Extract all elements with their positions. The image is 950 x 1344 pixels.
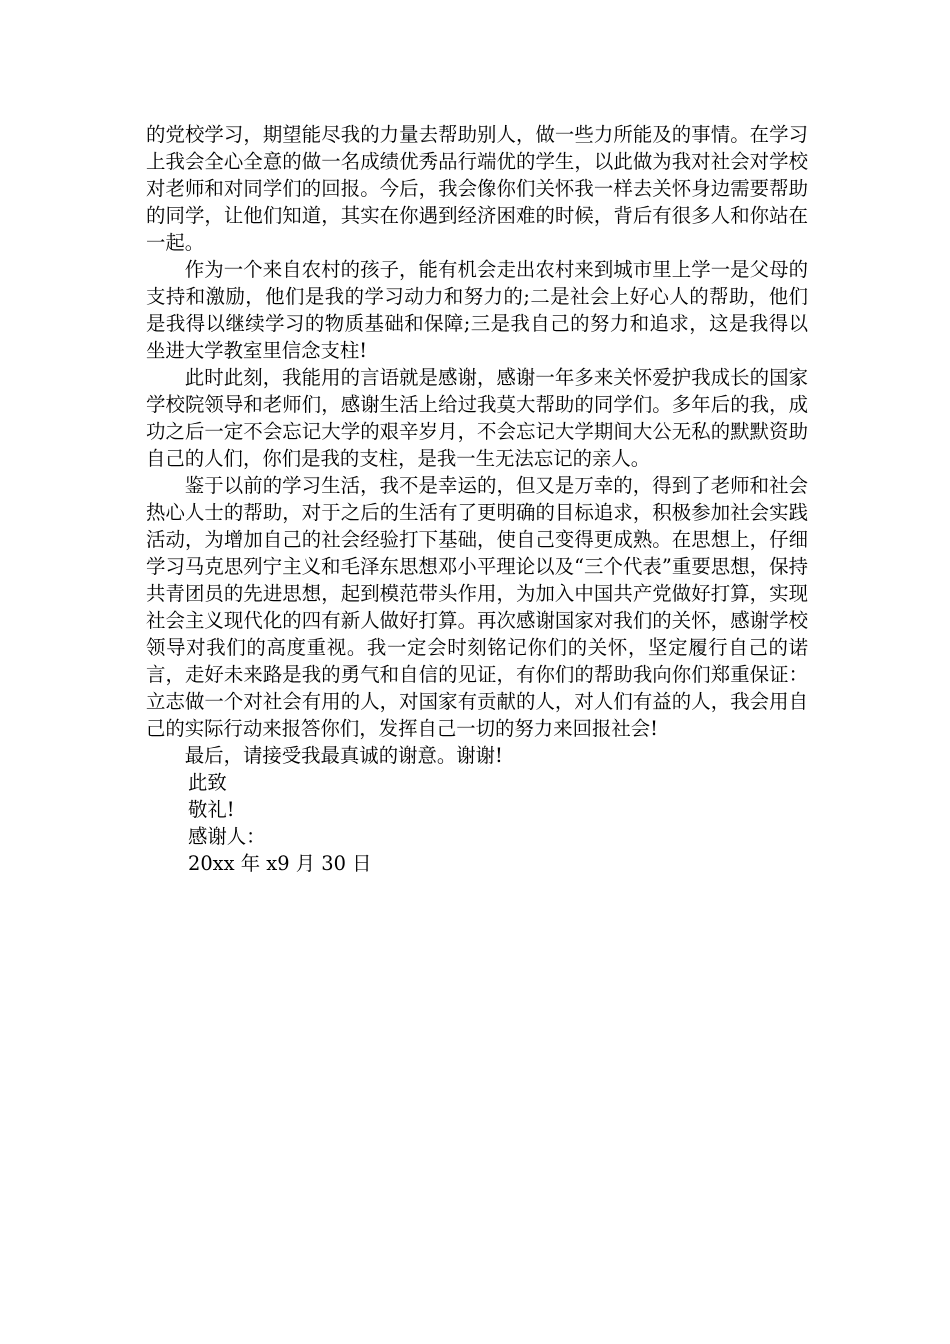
signature-label: 感谢人： [188,825,266,848]
letter-date: 20xx 年 x9 月 30 日 [188,852,372,875]
paragraph-continued: 的党校学习，期望能尽我的力量去帮助别人，做一些力所能及的事情。在学习上我会全心全意的做一名成绩优秀品行端优的学生，以此做为我对社会对学校对老师和对同学们的回报。今后，我会像你们关怀我一样去关怀身边需要帮助的同学，让他们知道，其实在你遇到经济困难的时候，背后有很多人和你站在一起。 [146,123,808,254]
paragraph-commitment: 鉴于以前的学习生活，我不是幸运的，但又是万幸的，得到了老师和社会热心人士的帮助，对于之后的生活有了更明确的目标追求，积极参加社会实践活动，为增加自己的社会经验打下基础，使自己变得更成熟。在思想上，仔细学习马克思列宁主义和毛泽东思想邓小平理论以及“三个代表”重要思想，保持共青团员的先进思想，起到模范带头作用，为加入中国共产党做好打算，实现社会主义现代化的四有新人做好打算。再次感谢国家对我们的关怀，感谢学校领导对我们的高度重视。我一定会时刻铭记你们的关怀，坚定履行自己的诺言，走好未来路是我的勇气和自信的见证，有你们的帮助我向你们郑重保证：立志做一个对社会有用的人，对国家有贡献的人，对人们有益的人，我会用自己的实际行动来报答你们，发挥自己一切的努力来回报社会! [146,474,808,740]
paragraph-final-thanks: 最后，请接受我最真诚的谢意。谢谢! [184,744,503,767]
closing-regards: 敬礼! [188,798,235,821]
paragraph-rural-background: 作为一个来自农村的孩子，能有机会走出农村来到城市里上学一是父母的支持和激励，他们是我的学习动力和努力的;二是社会上好心人的帮助，他们是我得以继续学习的物质基础和保障;三是我自己的努力和追求，这是我得以坐进大学教室里信念支柱! [146,258,808,362]
letter-body [146,121,808,877]
closing-salutation: 此致 [188,771,227,794]
paragraph-gratitude: 此时此刻，我能用的言语就是感谢，感谢一年多来关怀爱护我成长的国家学校院领导和老师们，感谢生活上给过我莫大帮助的同学们。多年后的我，成功之后一定不会忘记大学的艰辛岁月，不会忘记大学期间大公无私的默默资助自己的人们，你们是我的支柱，是我一生无法忘记的亲人。 [146,366,808,470]
